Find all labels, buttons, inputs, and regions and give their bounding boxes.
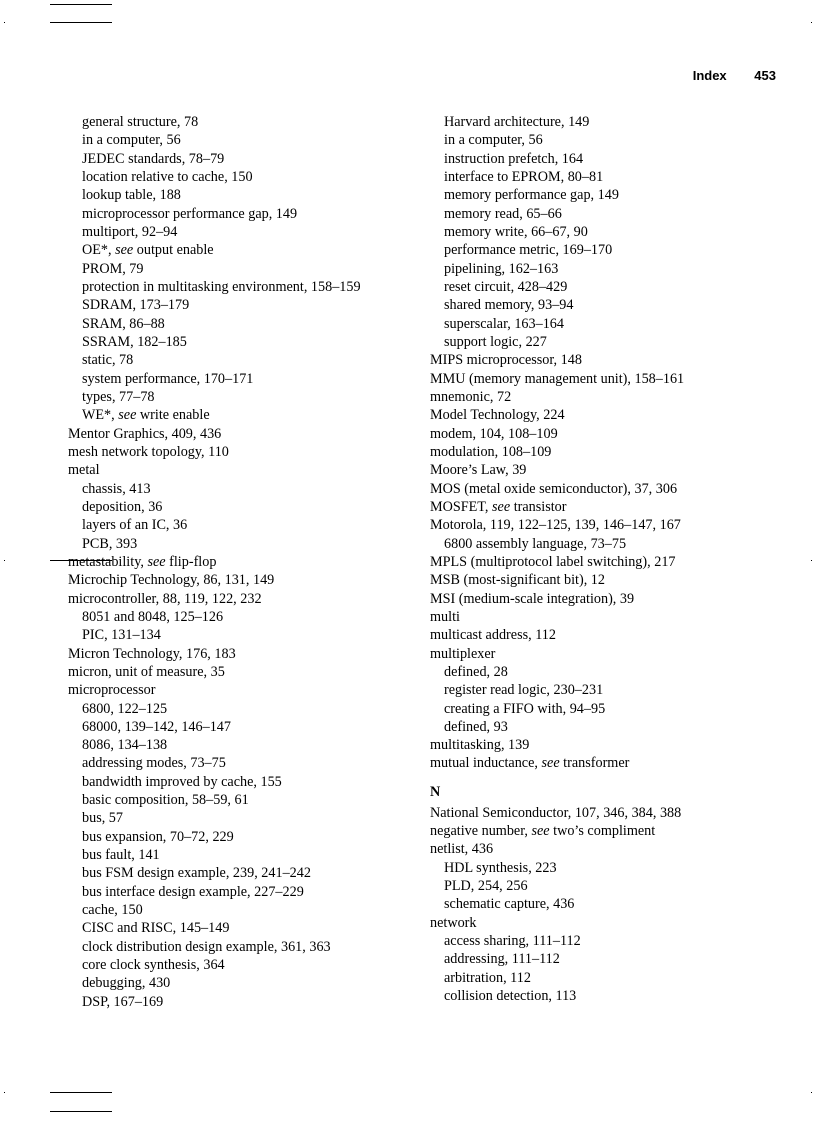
- index-subentry: SSRAM, 182–185: [82, 333, 187, 350]
- see-reference: see: [115, 242, 134, 259]
- index-entry: mnemonic, 72: [430, 388, 512, 405]
- index-entry: microcontroller, 88, 119, 122, 232: [68, 590, 262, 607]
- index-entry: Motorola, 119, 122–125, 139, 146–147, 167: [430, 517, 681, 534]
- index-subentry: defined, 28: [444, 663, 508, 680]
- index-entry: Microchip Technology, 86, 131, 149: [68, 572, 275, 589]
- index-subentry: 6800 assembly language, 73–75: [444, 535, 627, 552]
- index-subentry: schematic capture, 436: [444, 896, 575, 913]
- entry-term: MOSFET,: [430, 498, 493, 515]
- index-subentry: bus expansion, 70–72, 229: [82, 828, 234, 845]
- index-subentry: 68000, 139–142, 146–147: [82, 718, 231, 735]
- index-subentry: static, 78: [82, 352, 134, 369]
- index-entry: multiplexer: [430, 645, 496, 662]
- index-column-right: [430, 113, 780, 1005]
- index-subentry: basic composition, 58–59, 61: [82, 792, 249, 809]
- index-subentry: cache, 150: [82, 902, 143, 919]
- index-subentry: 8051 and 8048, 125–126: [82, 608, 224, 625]
- index-subentry: shared memory, 93–94: [444, 297, 574, 314]
- section-letter-heading: N: [430, 783, 441, 800]
- index-entry: [430, 498, 780, 516]
- tick-mark-left-top: [4, 22, 5, 23]
- crop-mark-top: [50, 4, 112, 5]
- entry-term: metastability,: [68, 553, 148, 570]
- index-subentry: types, 77–78: [82, 388, 155, 405]
- index-subentry: support logic, 227: [444, 333, 547, 350]
- see-reference: see: [541, 755, 560, 772]
- index-entry: multitasking, 139: [430, 737, 530, 754]
- index-subentry: general structure, 78: [82, 114, 199, 130]
- index-subentry: addressing, 111–112: [444, 951, 560, 968]
- index-entry: Model Technology, 224: [430, 407, 565, 424]
- index-entry: MMU (memory management unit), 158–161: [430, 370, 685, 387]
- index-subentry: 8086, 134–138: [82, 737, 168, 754]
- index-entry: netlist, 436: [430, 841, 494, 858]
- crop-mark-bottom-inner: [50, 1092, 112, 1093]
- entry-term: negative number,: [430, 823, 532, 840]
- index-entry: [430, 754, 780, 772]
- index-entry: MSB (most-significant bit), 12: [430, 572, 605, 589]
- running-head-label: Index: [692, 68, 727, 83]
- index-subentry: [68, 241, 418, 259]
- tick-mark-right-bottom: [811, 1092, 812, 1093]
- index-subentry: DSP, 167–169: [82, 993, 164, 1010]
- index-subentry: in a computer, 56: [82, 132, 181, 149]
- see-reference: see: [118, 407, 137, 424]
- index-entry: metal: [68, 462, 100, 479]
- index-subentry: 6800, 122–125: [82, 700, 168, 717]
- index-subentry: instruction prefetch, 164: [444, 150, 584, 167]
- crop-mark-top-inner: [50, 22, 112, 23]
- index-subentry: interface to EPROM, 80–81: [444, 168, 604, 185]
- index-entry: [68, 553, 418, 571]
- index-subentry: performance metric, 169–170: [444, 242, 613, 259]
- index-subentry: layers of an IC, 36: [82, 517, 188, 534]
- index-subentry: PROM, 79: [82, 260, 144, 277]
- index-subentry: bus, 57: [82, 810, 123, 827]
- index-entry: MPLS (multiprotocol label switching), 217: [430, 553, 676, 570]
- index-subentry: microprocessor performance gap, 149: [82, 205, 298, 222]
- index-subentry: access sharing, 111–112: [444, 933, 581, 950]
- index-subentry: PLD, 254, 256: [444, 878, 528, 895]
- index-subentry: bus fault, 141: [82, 847, 160, 864]
- index-subentry: memory performance gap, 149: [444, 187, 619, 204]
- see-target: transistor: [510, 498, 567, 515]
- index-subentry: bandwidth improved by cache, 155: [82, 773, 282, 790]
- index-subentry: collision detection, 113: [444, 988, 577, 1005]
- page-number: 453: [754, 68, 776, 83]
- index-entry: [430, 822, 780, 840]
- see-reference: see: [531, 823, 550, 840]
- index-entry: MSI (medium-scale integration), 39: [430, 590, 635, 607]
- index-subentry: in a computer, 56: [444, 132, 543, 149]
- see-target: two’s compliment: [549, 823, 656, 840]
- index-column-left: [68, 113, 418, 1011]
- entry-term: WE*,: [82, 407, 119, 424]
- index-subentry: PIC, 131–134: [82, 627, 161, 644]
- see-target: flip-flop: [165, 553, 217, 570]
- index-entry: Micron Technology, 176, 183: [68, 645, 236, 662]
- index-subentry: SRAM, 86–88: [82, 315, 165, 332]
- entry-term: OE*,: [82, 242, 116, 259]
- tick-mark-left-mid: [4, 560, 5, 561]
- index-subentry: core clock synthesis, 364: [82, 957, 225, 974]
- tick-mark-right-mid: [811, 560, 812, 561]
- index-subentry: clock distribution design example, 361, 363: [82, 938, 331, 955]
- index-subentry: superscalar, 163–164: [444, 315, 564, 332]
- index-subentry: reset circuit, 428–429: [444, 278, 568, 295]
- see-reference: see: [147, 553, 166, 570]
- index-subentry: PCB, 393: [82, 535, 138, 552]
- see-reference: see: [492, 498, 511, 515]
- index-subentry: location relative to cache, 150: [82, 168, 253, 185]
- index-subentry: lookup table, 188: [82, 187, 181, 204]
- index-subentry: bus FSM design example, 239, 241–242: [82, 865, 311, 882]
- index-subentry: Harvard architecture, 149: [444, 114, 590, 130]
- index-subentry: memory read, 65–66: [444, 205, 562, 222]
- index-entry: micron, unit of measure, 35: [68, 663, 225, 680]
- entry-term: mutual inductance,: [430, 755, 542, 772]
- index-entry: multi: [430, 608, 460, 625]
- index-entry: Mentor Graphics, 409, 436: [68, 425, 222, 442]
- index-entry: mesh network topology, 110: [68, 443, 229, 460]
- index-subentry: creating a FIFO with, 94–95: [444, 700, 606, 717]
- crop-mark-bottom: [50, 1111, 112, 1112]
- index-entry: modem, 104, 108–109: [430, 425, 558, 442]
- index-subentry: addressing modes, 73–75: [82, 755, 226, 772]
- index-entry: MIPS microprocessor, 148: [430, 352, 582, 369]
- see-target: transformer: [559, 755, 630, 772]
- index-entry: National Semiconductor, 107, 346, 384, 388: [430, 804, 682, 821]
- index-entry: microprocessor: [68, 682, 156, 699]
- running-head: [693, 68, 776, 83]
- index-entry: Moore’s Law, 39: [430, 462, 527, 479]
- index-entry: MOS (metal oxide semiconductor), 37, 306: [430, 480, 678, 497]
- index-subentry: protection in multitasking environment, 158–159: [82, 278, 361, 295]
- index-subentry: arbitration, 112: [444, 969, 531, 986]
- tick-mark-left-bottom: [4, 1092, 5, 1093]
- index-subentry: SDRAM, 173–179: [82, 297, 190, 314]
- index-subentry: multiport, 92–94: [82, 223, 178, 240]
- index-subentry: HDL synthesis, 223: [444, 859, 557, 876]
- index-subentry: chassis, 413: [82, 480, 151, 497]
- index-subentry: register read logic, 230–231: [444, 682, 604, 699]
- index-subentry: defined, 93: [444, 718, 508, 735]
- see-target: write enable: [136, 407, 210, 424]
- index-subentry: memory write, 66–67, 90: [444, 223, 588, 240]
- index-entry: modulation, 108–109: [430, 443, 552, 460]
- index-subentry: pipelining, 162–163: [444, 260, 559, 277]
- index-subentry: system performance, 170–171: [82, 370, 254, 387]
- index-subentry: [68, 406, 418, 424]
- index-subentry: deposition, 36: [82, 498, 163, 515]
- see-target: output enable: [133, 242, 214, 259]
- index-entry: network: [430, 914, 477, 931]
- index-subentry: CISC and RISC, 145–149: [82, 920, 230, 937]
- index-subentry: debugging, 430: [82, 975, 171, 992]
- index-subentry: bus interface design example, 227–229: [82, 883, 304, 900]
- index-entry: multicast address, 112: [430, 627, 556, 644]
- tick-mark-right-top: [811, 22, 812, 23]
- index-subentry: JEDEC standards, 78–79: [82, 150, 225, 167]
